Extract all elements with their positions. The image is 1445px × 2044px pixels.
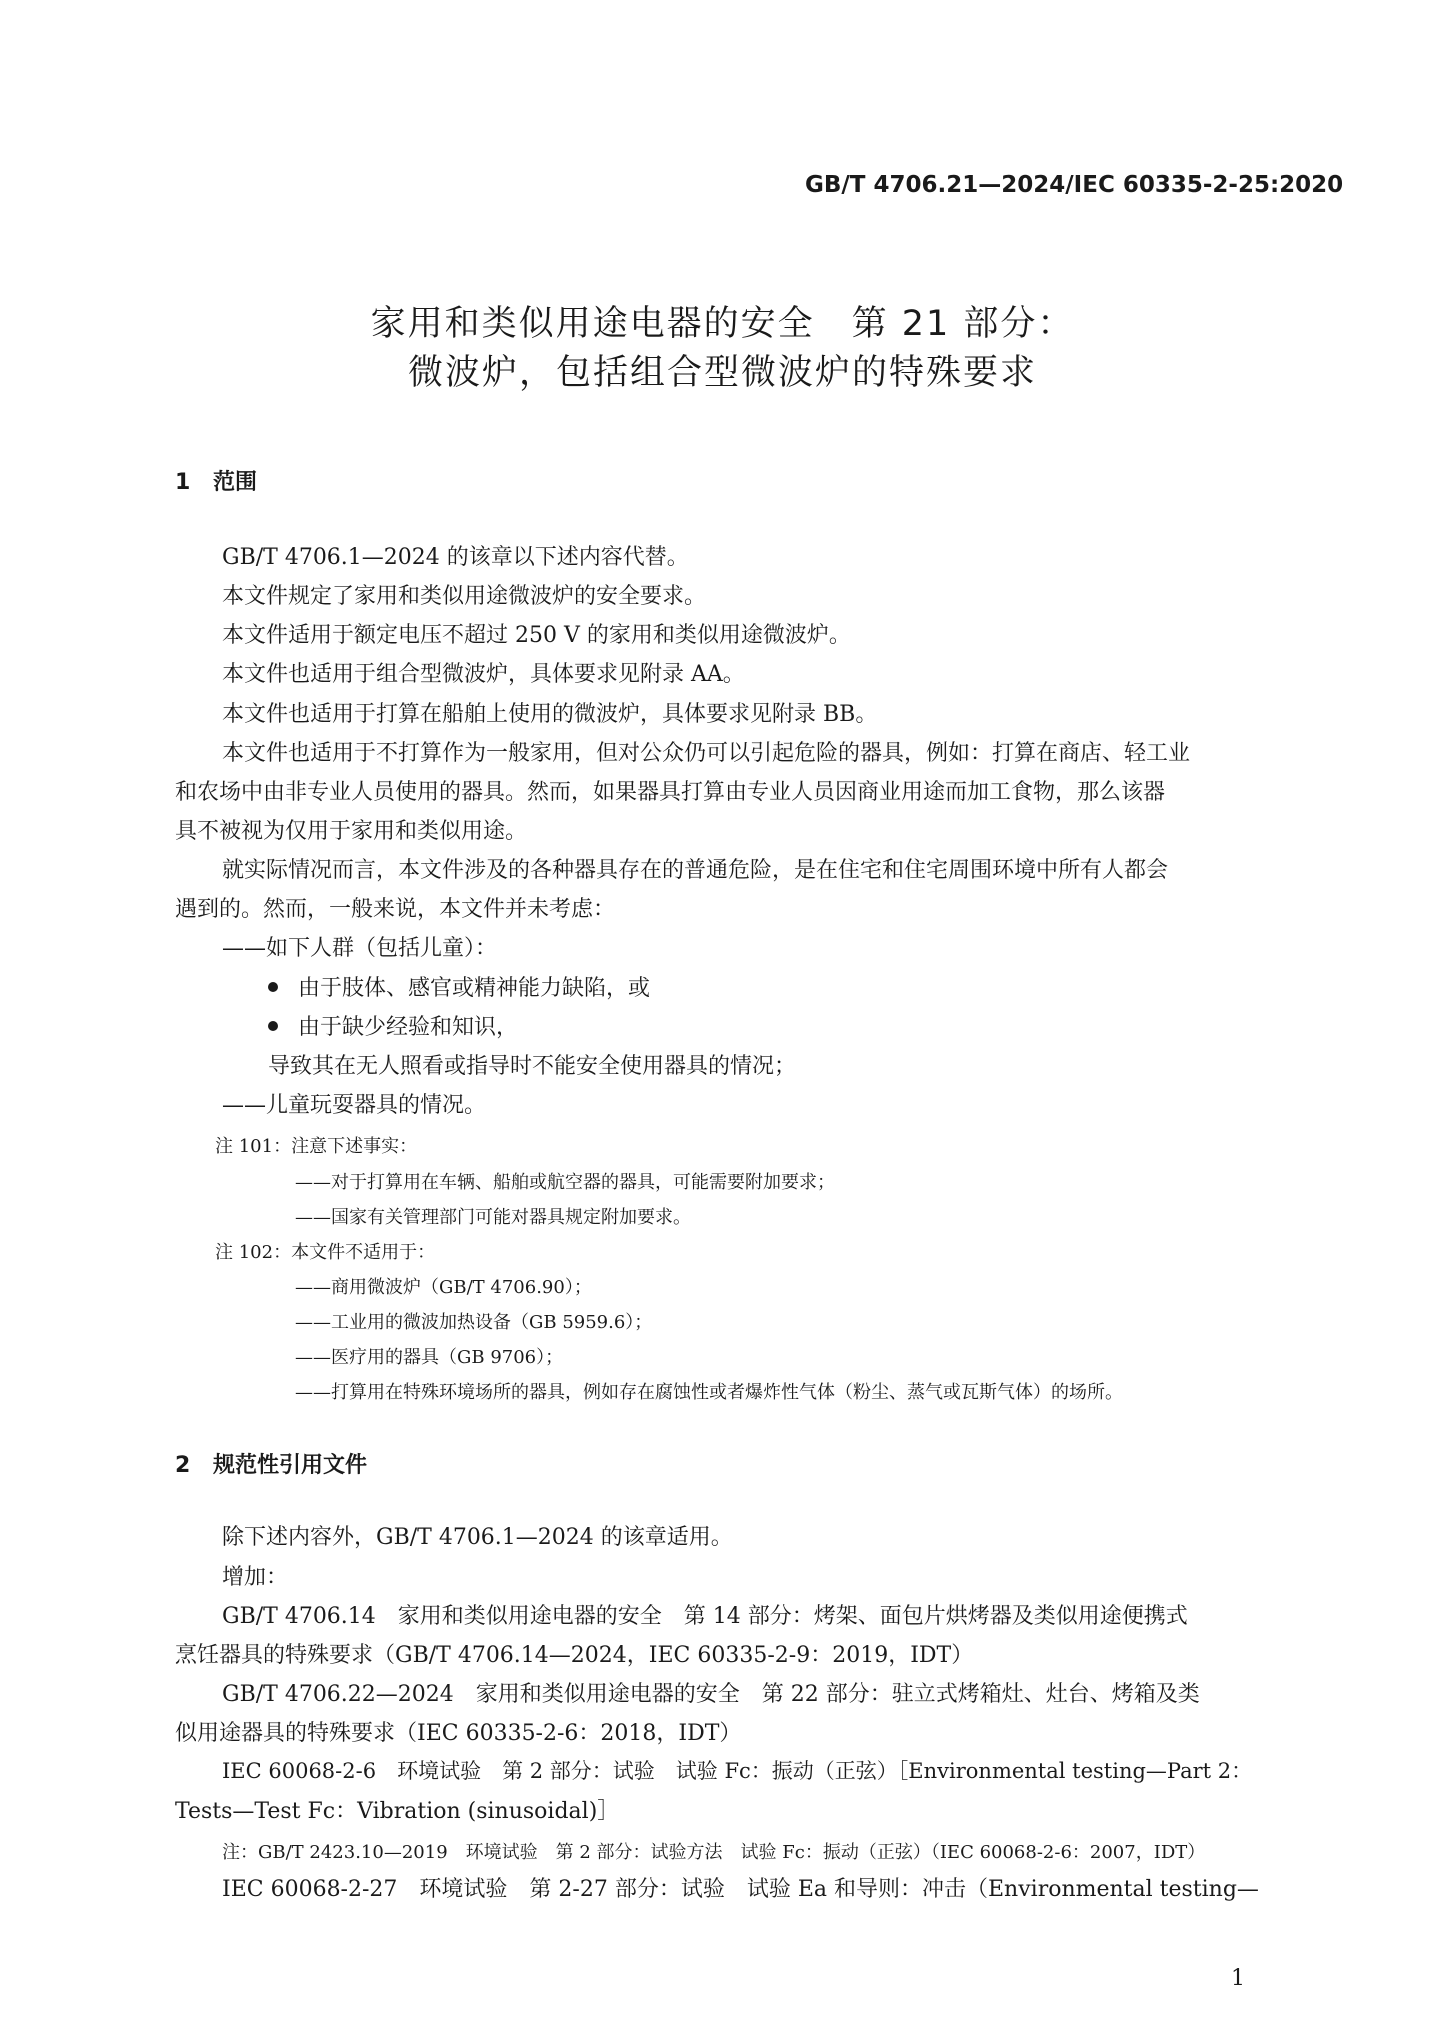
dash-item: ——儿童玩耍器具的情况。 (222, 1093, 487, 1118)
paragraph: 本文件规定了家用和类似用途微波炉的安全要求。 (222, 584, 707, 609)
section2-number: 2 (175, 1453, 191, 1478)
paragraph: 本文件适用于额定电压不超过 250 V 的家用和类似用途微波炉。 (222, 623, 851, 648)
bullet-icon (268, 982, 278, 992)
reference-note: 注：GB/T 2423.10—2019 环境试验 第 2 部分：试验方法 试验 Fc：振动（正弦）（IEC 60068-2-6：2007，IDT） (222, 1842, 1206, 1863)
note-item: ——工业用的微波加热设备（GB 5959.6）； (295, 1312, 653, 1333)
reference-entry: IEC 60068-2-27 环境试验 第 2-27 部分：试验 试验 Ea 和导则：冲击（Environmental testing— (222, 1877, 1259, 1902)
note-item: ——商用微波炉（GB/T 4706.90）； (295, 1277, 592, 1298)
reference-entry-cont: Tests—Test Fc：Vibration (sinusoidal)］ (175, 1799, 620, 1824)
reference-entry: IEC 60068-2-6 环境试验 第 2 部分：试验 试验 Fc：振动（正弦）［Environmental testing—Part 2： (222, 1759, 1253, 1783)
paragraph: 本文件也适用于打算在船舶上使用的微波炉，具体要求见附录 BB。 (222, 702, 878, 727)
bullet-icon (268, 1021, 278, 1031)
paragraph: 具不被视为仅用于家用和类似用途。 (175, 819, 528, 844)
note-item: ——国家有关管理部门可能对器具规定附加要求。 (295, 1207, 691, 1228)
paragraph: 本文件也适用于不打算作为一般家用，但对公众仍可以引起危险的器具，例如：打算在商店、轻工业 (222, 741, 1191, 766)
section1-number: 1 (175, 470, 191, 495)
paragraph: 遇到的。然而，一般来说，本文件并未考虑： (175, 897, 616, 922)
bullet-text: 由于肢体、感官或精神能力缺陷，或 (298, 976, 651, 1001)
section1-heading (175, 465, 257, 496)
note-item: ——医疗用的器具（GB 9706）； (295, 1347, 564, 1368)
paragraph: 除下述内容外，GB/T 4706.1—2024 的该章适用。 (222, 1525, 733, 1550)
paragraph: 就实际情况而言，本文件涉及的各种器具存在的普通危险，是在住宅和住宅周围环境中所有人都会 (222, 858, 1169, 883)
paragraph: 增加： (222, 1565, 289, 1590)
paragraph: GB/T 4706.1—2024 的该章以下述内容代替。 (222, 545, 689, 570)
reference-entry-cont: 似用途器具的特殊要求（IEC 60335-2-6：2018，IDT） (175, 1721, 742, 1746)
section1-title: 范围 (213, 470, 258, 495)
paragraph: 本文件也适用于组合型微波炉，具体要求见附录 AA。 (222, 662, 745, 687)
reference-entry: GB/T 4706.14 家用和类似用途电器的安全 第 14 部分：烤架、面包片烘烤器及类似用途便携式 (222, 1604, 1188, 1629)
page-number: 1 (1231, 1966, 1245, 1991)
section2-title: 规范性引用文件 (213, 1453, 368, 1478)
note-101-label: 注 101：注意下述事实： (215, 1136, 418, 1157)
bullet-item (268, 1010, 518, 1041)
note-102-label: 注 102：本文件不适用于： (215, 1242, 436, 1263)
bullet-text: 由于缺少经验和知识， (298, 1015, 519, 1040)
section2-heading (175, 1448, 367, 1479)
bullet-item (268, 971, 650, 1002)
reference-entry: GB/T 4706.22—2024 家用和类似用途电器的安全 第 22 部分：驻立式烤箱灶、灶台、烤箱及类 (222, 1682, 1200, 1707)
dash-item: ——如下人群（包括儿童）： (222, 936, 498, 961)
document-title-line2: 微波炉，包括组合型微波炉的特殊要求 (407, 353, 1037, 393)
bullet-tail: 导致其在无人照看或指导时不能安全使用器具的情况； (268, 1054, 797, 1079)
paragraph: 和农场中由非专业人员使用的器具。然而，如果器具打算由专业人员因商业用途而加工食物，那么该器 (175, 780, 1166, 805)
note-item: ——打算用在特殊环境场所的器具，例如存在腐蚀性或者爆炸性气体（粉尘、蒸气或瓦斯气体）的场所。 (295, 1382, 1123, 1403)
reference-entry-cont: 烹饪器具的特殊要求（GB/T 4706.14—2024，IEC 60335-2-9：2019，IDT） (175, 1643, 974, 1668)
document-title-line1: 家用和类似用途电器的安全 第 21 部分： (370, 304, 1075, 344)
note-item: ——对于打算用在车辆、船舶或航空器的器具，可能需要附加要求； (295, 1172, 835, 1193)
standard-code: GB/T 4706.21—2024/IEC 60335-2-25:2020 (805, 172, 1344, 198)
